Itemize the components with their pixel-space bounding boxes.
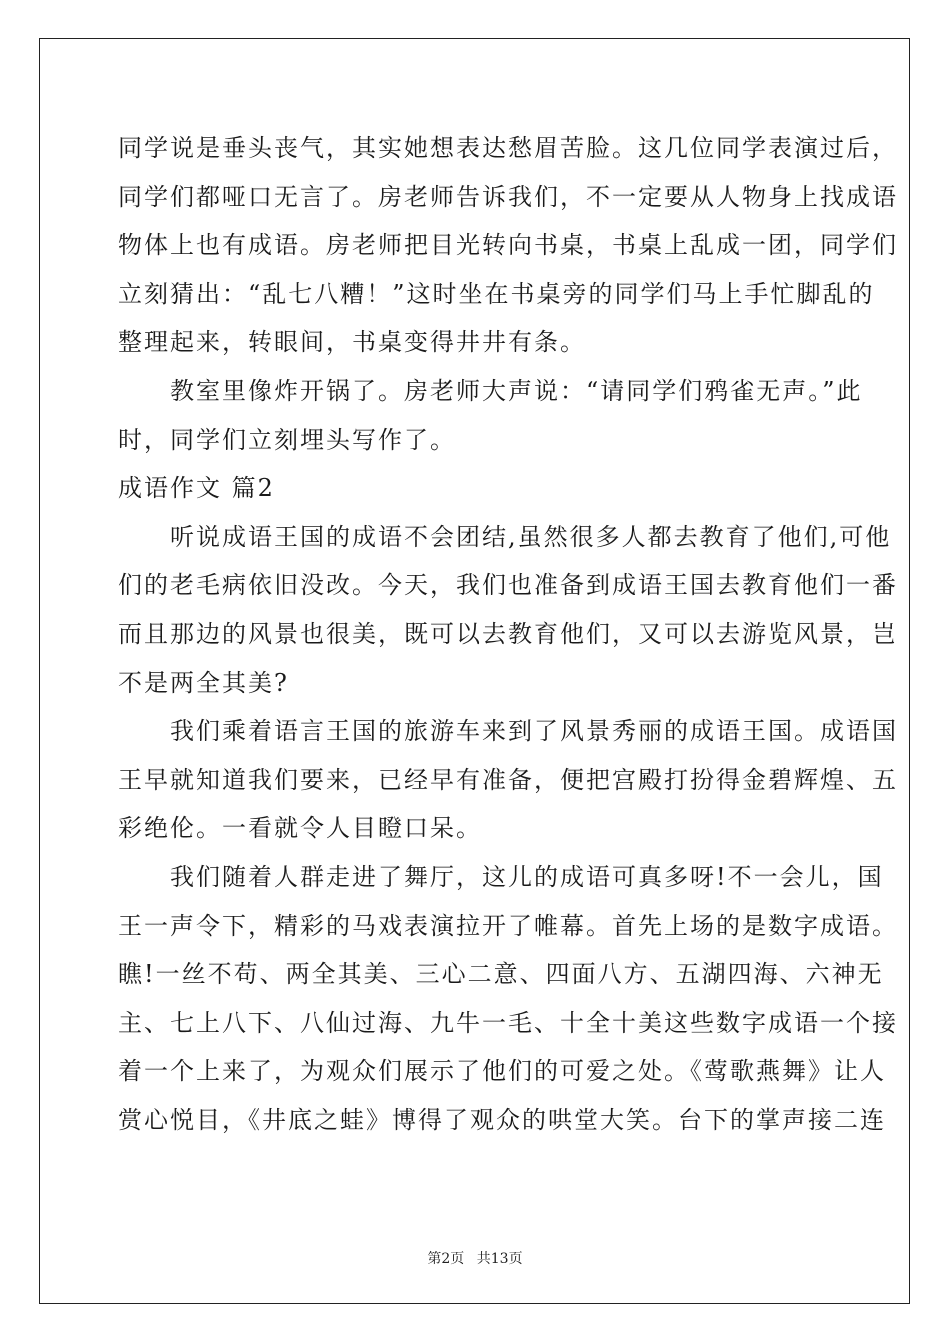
text-line: 赏心悦目，《井底之蛙》博得了观众的哄堂大笑。台下的掌声接二连 (118, 1105, 886, 1134)
text-line: 我们乘着语言王国的旅游车来到了风景秀丽的成语王国。成语国 (170, 717, 898, 746)
text-line: 听说成语王国的成语不会团结,虽然很多人都去教育了他们,可他 (170, 522, 892, 551)
text-line: 不是两全其美? (118, 668, 289, 697)
page-footer (0, 1248, 950, 1268)
document-body (118, 128, 898, 1148)
text-line: 同学说是垂头丧气，其实她想表达愁眉苦脸。这几位同学表演过后， (118, 134, 898, 162)
page-total: 共13页 (476, 1251, 523, 1267)
text-line: 瞧!一丝不苟、两全其美、三心二意、四面八方、五湖四海、六神无 (118, 960, 884, 989)
text-line: 王早就知道我们要来，已经早有准备，便把宫殿打扮得金碧辉煌、五 (118, 765, 898, 794)
page-number: 第2页 (427, 1251, 465, 1267)
text-line: 我们随着人群走进了舞厅，这儿的成语可真多呀!不一会儿，国 (170, 862, 884, 891)
text-line: 整理起来，转眼间，书桌变得井井有条。 (118, 328, 586, 357)
text-line: 彩绝伦。一看就令人目瞪口呆。 (118, 814, 482, 843)
section-heading: 成语作文 篇2 (118, 474, 275, 503)
text-line: 时，同学们立刻埋头写作了。 (118, 425, 456, 454)
text-line: 物体上也有成语。房老师把目光转向书桌，书桌上乱成一团，同学们 (118, 231, 898, 260)
text-line: 着一个上来了，为观众们展示了他们的可爱之处。《莺歌燕舞》让人 (118, 1057, 886, 1086)
text-line: 王一声令下，精彩的马戏表演拉开了帷幕。首先上场的是数字成语。 (118, 911, 898, 940)
text-line: 立刻猜出：“乱七八糟！”这时坐在书桌旁的同学们马上手忙脚乱的 (118, 279, 875, 308)
text-line: 们的老毛病依旧没改。今天，我们也准备到成语王国去教育他们一番 (118, 571, 898, 600)
text-line: 而且那边的风景也很美，既可以去教育他们，又可以去游览风景，岂 (118, 619, 898, 648)
text-line: 同学们都哑口无言了。房老师告诉我们，不一定要从人物身上找成语 (118, 182, 898, 211)
text-line: 教室里像炸开锅了。房老师大声说：“请同学们鸦雀无声。”此 (170, 376, 863, 405)
text-line: 主、七上八下、八仙过海、九牛一毛、十全十美这些数字成语一个接 (118, 1008, 898, 1037)
